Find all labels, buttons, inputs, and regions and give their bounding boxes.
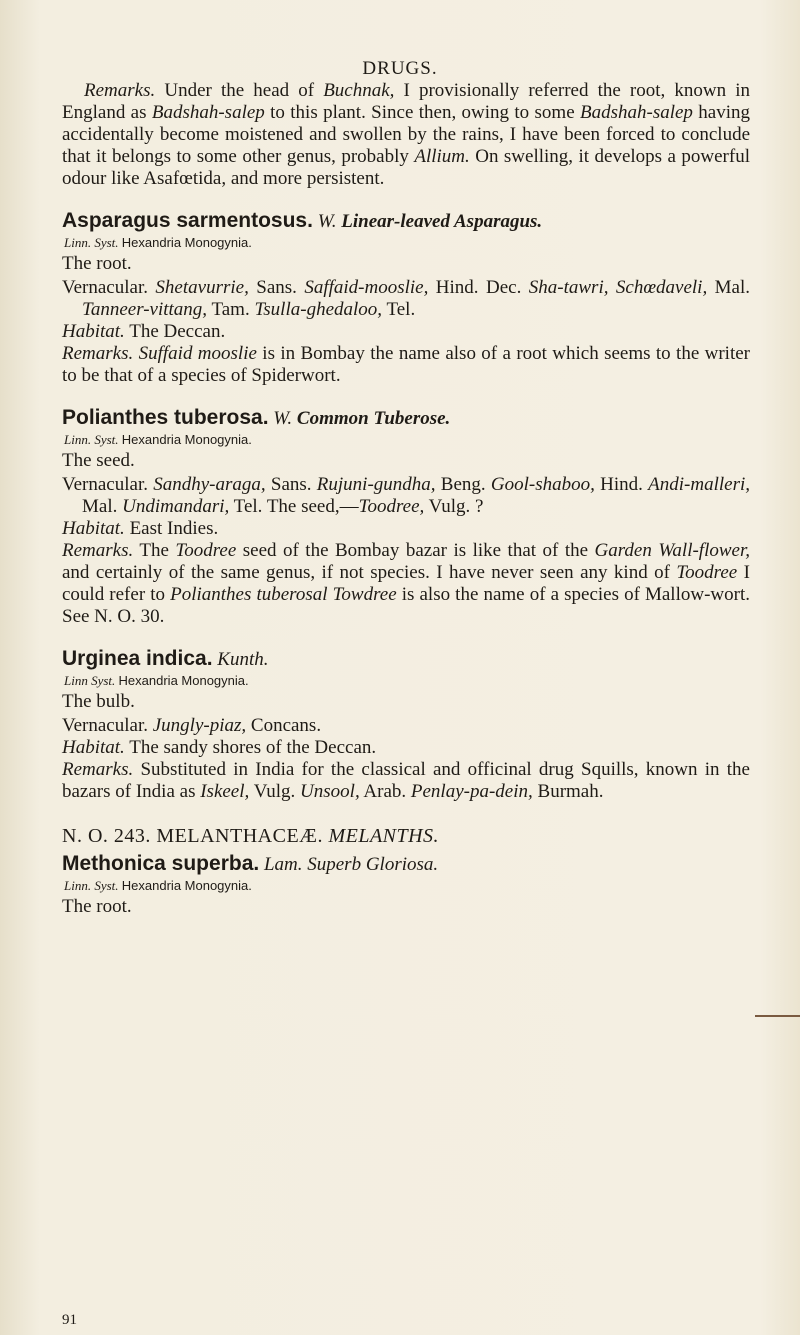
linnaean-system: Linn. Syst. Hexandria Monogynia. — [64, 235, 252, 250]
order-number: N. O. 243. — [62, 825, 151, 847]
entry-methonica — [62, 851, 750, 918]
latin-name: Urginea indica. — [62, 647, 213, 670]
page-number: 91 — [62, 1312, 77, 1328]
linnaean-system: Linn. Syst. Hexandria Monogynia. — [64, 432, 252, 447]
linnaean-system: Linn. Syst. Hexandria Monogynia. — [64, 878, 252, 893]
authority: W. — [317, 211, 337, 232]
latin-name: Asparagus sarmentosus. — [62, 209, 313, 232]
authority: Kunth. — [217, 649, 269, 670]
remarks: Remarks. Substituted in India for the classical and officinal drug Squills, known in the bazars of India as Iskeel, Vulg. Unsool, Arab. Penlay-pa-dein, Burmah. — [62, 759, 750, 802]
remarks-label: Remarks. — [84, 80, 156, 101]
entry-asparagus — [62, 208, 750, 387]
order-name: MELANTHACEÆ. — [156, 825, 323, 847]
latin-name: Methonica superba. — [62, 852, 260, 875]
part-used: The root. — [62, 896, 132, 917]
entry-heading — [62, 851, 750, 878]
entry-heading — [62, 405, 750, 432]
habitat: Habitat. East Indies. — [62, 518, 219, 539]
natural-order-heading — [62, 823, 750, 849]
remarks: Remarks. The Toodree seed of the Bombay bazar is like that of the Garden Wall-flower, and certainly of the same genus, if not species. I have never seen any kind of Toodree I could refer to Polianthes tuberosal Towdree is also the name of a species of Mallow-wort. See N. O. 30. — [62, 540, 751, 627]
running-head: DRUGS. — [362, 58, 438, 79]
common-name: Superb Gloriosa. — [307, 854, 439, 875]
part-used: The root. — [62, 253, 132, 274]
authority: Lam. — [263, 854, 303, 875]
remarks: Remarks. Suffaid mooslie is in Bombay the name also of a root which seems to the writer to be that of a species of Spiderwort. — [62, 343, 750, 386]
common-name: Linear-leaved Asparagus. — [341, 211, 543, 232]
vernacular: Vernacular. Shetavurrie, Sans. Saffaid-mooslie, Hind. Dec. Sha-tawri, Schœdaveli, Mal. Tanneer-vittang, Tam. Tsulla-ghedaloo, Tel. — [62, 277, 750, 320]
habitat: Habitat. The Deccan. — [62, 321, 226, 342]
vernacular: Vernacular. Jungly-piaz, Concans. — [62, 715, 322, 736]
page-content — [62, 80, 750, 920]
part-used: The bulb. — [62, 691, 135, 712]
entry-heading — [62, 646, 750, 673]
latin-name: Polianthes tuberosa. — [62, 406, 269, 429]
entry-heading — [62, 208, 750, 235]
entry-urginea — [62, 646, 750, 803]
vernacular: Vernacular. Sandhy-araga, Sans. Rujuni-gundha, Beng. Gool-shaboo, Hind. Andi-malleri, Mal. Undimandari, Tel. The seed,—Toodree, Vulg. ? — [62, 474, 750, 517]
order-common: MELANTHS. — [328, 825, 440, 847]
page-edge-mark — [755, 1015, 800, 1017]
linnaean-system: Linn Syst. Hexandria Monogynia. — [64, 673, 249, 688]
part-used: The seed. — [62, 450, 135, 471]
intro-remarks: Remarks. Under the head of Buchnak, I provisionally referred the root, known in England as Badshah-salep to this plant. Since then, owing to some Badshah-salep having accidentally become moistened and swollen by the rains, I have been forced to conclude that it belongs to some other genus, probably Allium. On swelling, it develops a powerful odour like Asafœtida, and more persistent. — [62, 80, 751, 189]
habitat: Habitat. The sandy shores of the Deccan. — [62, 737, 377, 758]
authority: W. — [273, 408, 293, 429]
entry-polianthes — [62, 405, 750, 628]
common-name: Common Tuberose. — [296, 408, 451, 429]
